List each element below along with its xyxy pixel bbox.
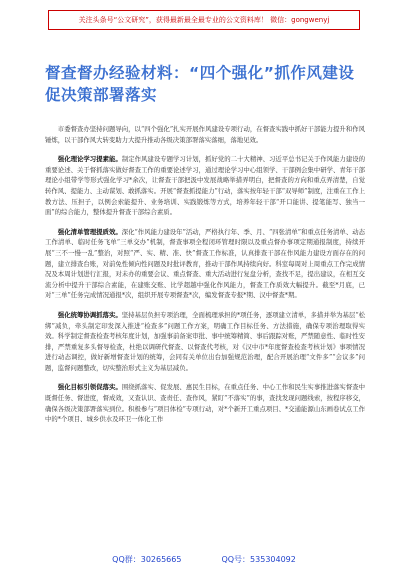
- section-paragraph: [45, 382, 365, 424]
- section-paragraph: [45, 227, 365, 301]
- section-text: 围绕抓落实、促发展、惠民生目标，在重点任务、中心工作和民生实事推进落实督查中既督任务、督进度，督成效，又查认识、查责任、查作风，紧盯“不落实”的事，查找发现问题线索，按程序移交，确保各级决策部署落实到位。积极参与“项目体检”专项行动，对*个新开工重点项目、*交通能源山东画卷试点工作中的*个项目、城乡供水及环卫一体化工作: [45, 383, 366, 424]
- section-text: 深化“作风能力建设年”活动，严格执行年、季、月、“四张清单”和重点任务清单、动态工作清单、临时任务飞单“三单交办”机制，督查事项全程闭环管理时限以及重点督办事项定期通报制度，持续开展“三不一慢一乱”整治，对照“严、实、精、准、快”督查工作标准，认真排查干部在作风能力建设方面存在的问题，建立排查台账，对前免性倾向性问题及时批评教育，推动干部作风持续向好。科室每周对上周重点工作完成情况及本周计划进行汇报，对未办的重要会议、重点督查、重大活动进行复盘分析，查找不足，提出建议，在相互交流分析中提升干部综合素能，在建账交账、比学超越中强化作风能力，督查工作质效大幅提升。截至*月底，已对“三单”任务完成情况通报*次，组织开展专项督查*次，编发督查专报*期、汉中督查*期。: [45, 227, 366, 300]
- section-heading: 强化目标引领促落实。: [57, 383, 122, 392]
- intro-paragraph: 市委督查办坚持问题导向，以“四个强化”扎实开展作风建设专项行动，在督查实践中抓好干部能力提升和作风锤炼，以干部作风大转变助力大提升推动各级决策部署落实落细，落地见效。: [45, 125, 365, 144]
- section-heading: 强化统筹协调抓落实。: [57, 310, 122, 319]
- page-footer: [0, 554, 408, 565]
- section-text: 制定作风建设专题学习计划，抓好党的二十大精神、习近平总书记关于作风能力建设的重要论述、关于督抓落实做好督查工作的重要论述学习，通过理论学习中心组领学、干部例会集中研学、青年干部理论小组带学等形式强化学习*余次，让督查干部把汲中发展战略举措弄明白，把督查的方向和重点弄清楚，自觉转作风、提能力、主动谋划、敢抓落实。开展“督查抓提能力”行动，落实按年轻干部“双导师”制度，注重在工作上教方法、压担子，以例会索能提升、业务培训、实践锻炼等方式，培养年轻干部“开口能讲、提笔能写、独当一面”的综合能力，整体提升督查干部综合素质。: [45, 155, 366, 217]
- section-text: 坚持基层负担专项治理，全面梳理承担的*项任务，逐项建立清单，多措并举为基层“松绑”减负，牵头制定印发深入推进“检查多”问题工作方案，明确工作目标任务、方法措施，确保专项治理取得实效。科学制定督查检查考核年度计划，加强事前备案审批、事中统筹精简、事后跟踪对账，严禁随意性、临时性安排，严禁重复多头督导检查，杜绝以调研代督查、以督查代考核，对《汉中市*年度督查检查考核计划》事项情况进行动态调控，做好新增督查计划的统筹，会同有关单位出台加强规范治理，配合开展治理“文件多”“会议多”问题，监督问题整改，切实整治形式主义为基层减负。: [45, 310, 365, 372]
- document-body: [45, 124, 365, 434]
- section-paragraph: [45, 310, 365, 374]
- top-banner: [48, 10, 360, 30]
- banner-text: 关注头条号“公文研究”，获得最新最全最专业的公文资料库！ 微信：gongwenyj: [78, 16, 330, 24]
- qq-group-label: QQ群：30265665: [112, 555, 182, 564]
- section-heading: 强化清单管理提质效。: [57, 227, 122, 236]
- section-heading: 强化理论学习提素能。: [57, 155, 122, 164]
- qq-number-label: QQ号：535304092: [221, 555, 296, 564]
- document-title: 督查督办经验材料：“四个强化”抓作风建设促决策部署落实: [45, 64, 355, 104]
- section-paragraph: [45, 154, 365, 218]
